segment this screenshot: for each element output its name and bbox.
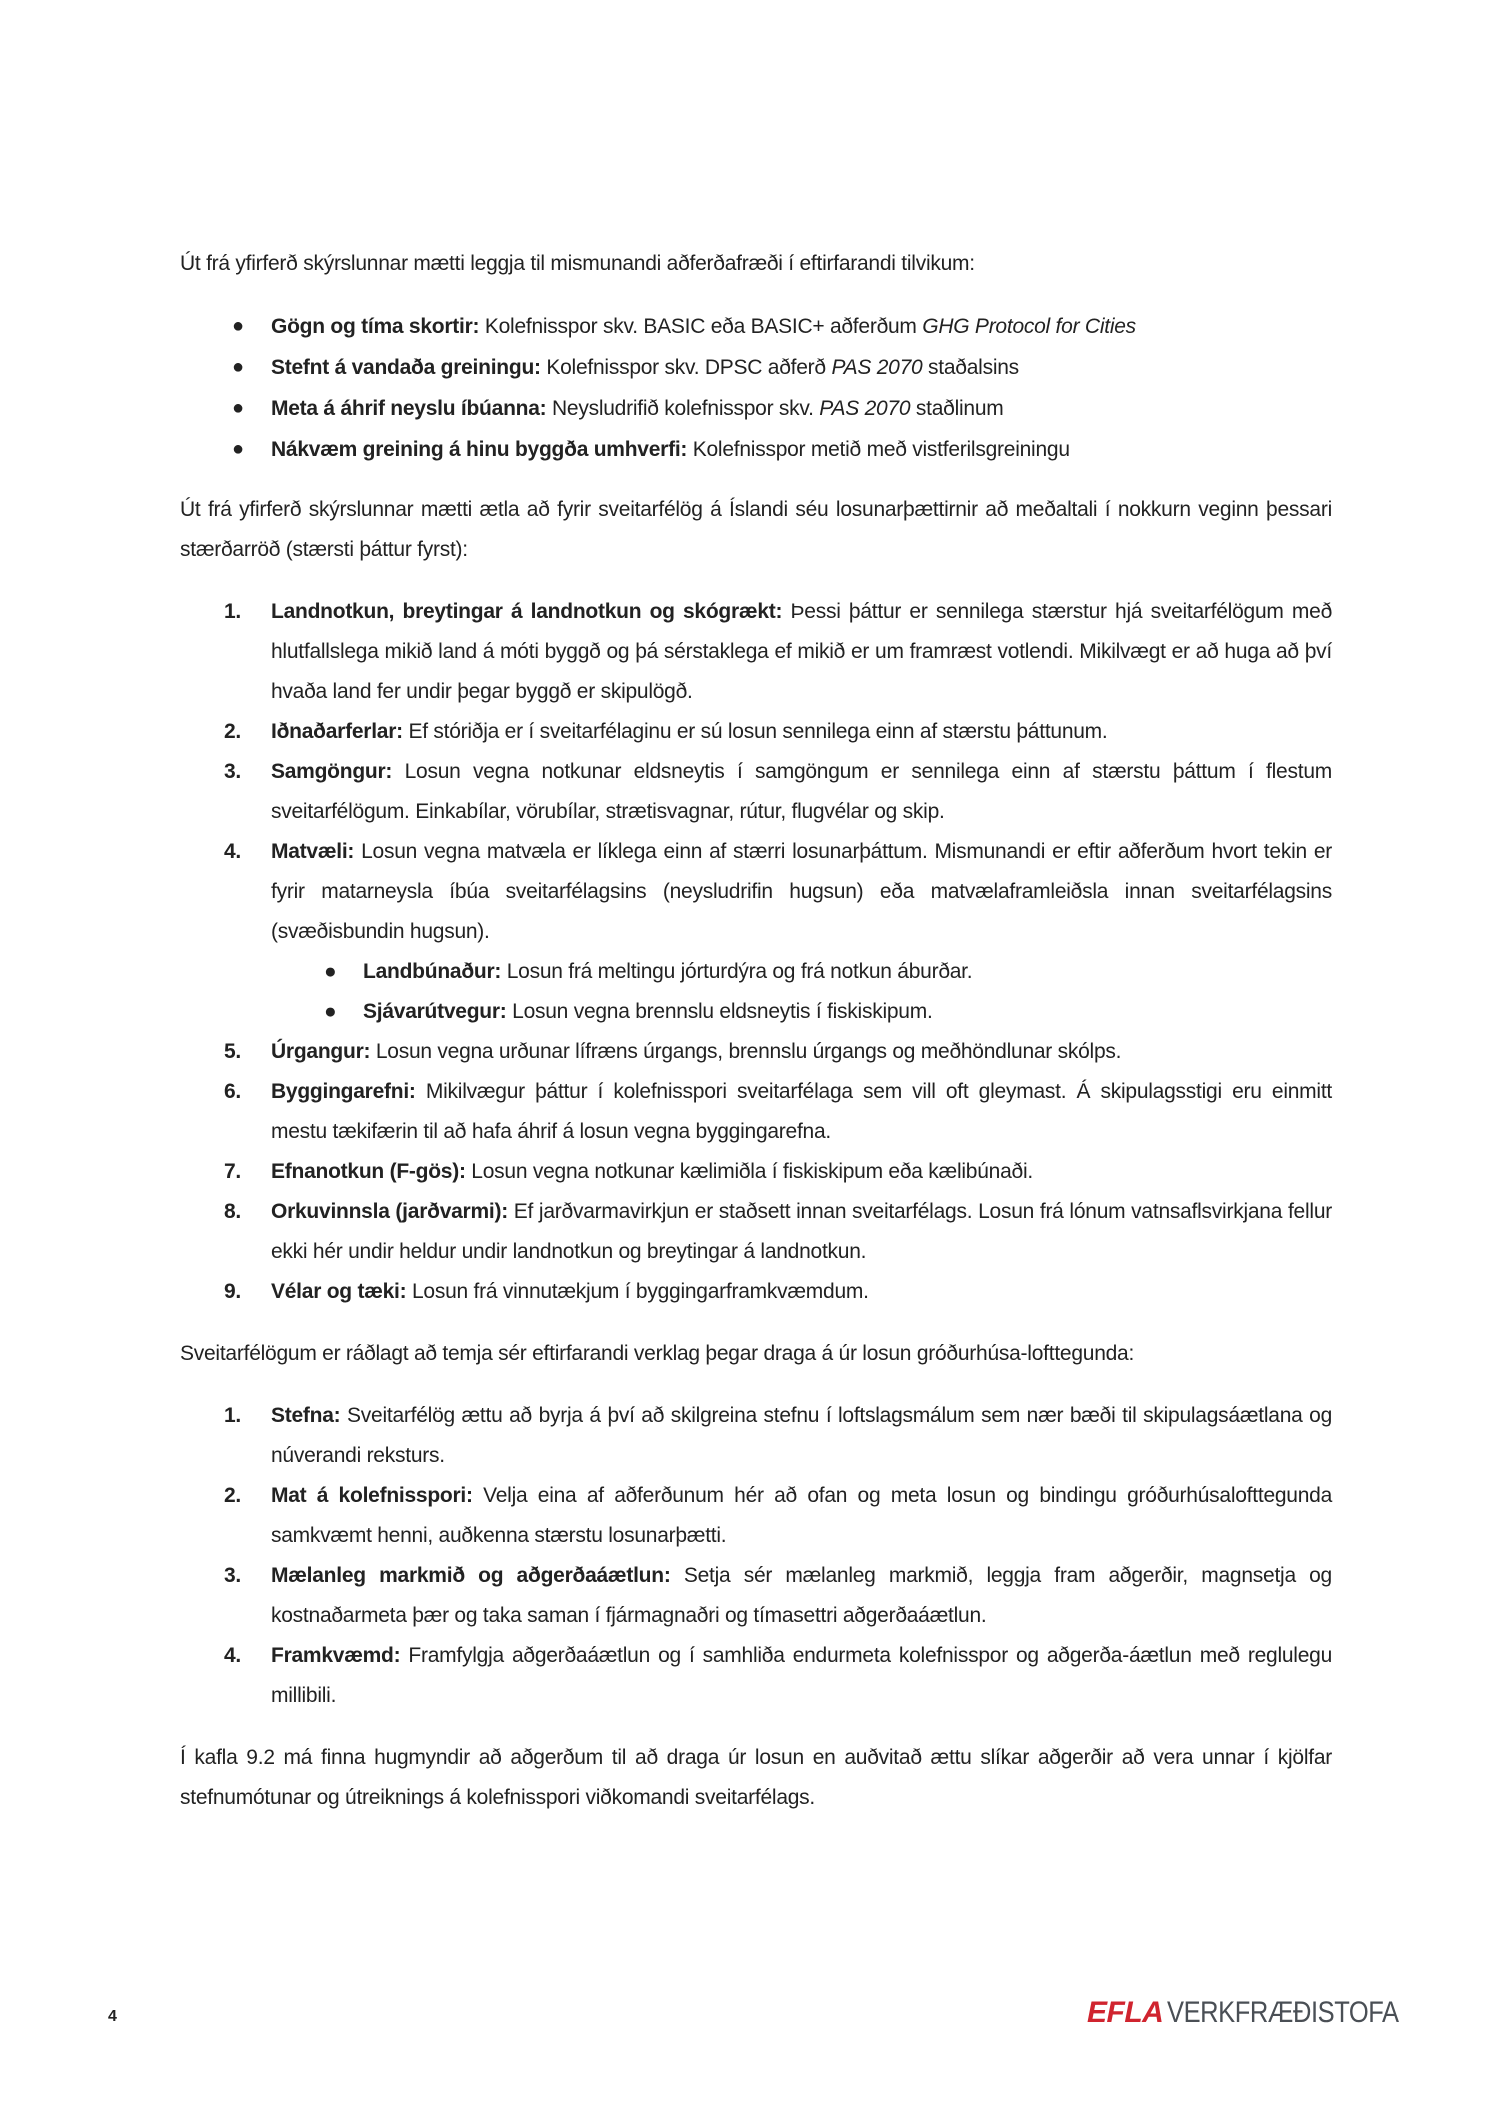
item-heading: Vélar og tæki: [271,1280,407,1303]
list-item [180,1636,1332,1716]
item-text: Losun frá meltingu jórturdýra og frá notkun áburðar. [501,960,973,983]
item-text: Ef stóriðja er í sveitarfélaginu er sú losun sennilega einn af stærstu þáttunum. [402,720,1108,743]
item-heading: Sjávarútvegur: [363,1000,507,1023]
item-text: Kolefnisspor metið með vistferilsgreiningu [687,438,1070,461]
item-text: Mikilvægur þáttur í kolefnisspori sveitarfélaga sem vill oft gleymast. Á skipulagsstigi eru einmitt mestu tækifærin til að hafa áhrif á losun vegna byggingarefna. [271,1080,1332,1143]
efla-logo [1087,1996,1440,2030]
page-body [180,244,1332,1818]
bullet-icon: ● [232,397,244,419]
item-text: Losun frá vinnutækjum í byggingarframkvæmdum. [406,1280,869,1303]
item-heading: Efnanotkun (F-gös): [271,1160,466,1183]
item-text: Losun vegna urðunar lífræns úrgangs, brennslu úrgangs og meðhöndlunar skólps. [370,1040,1122,1063]
list-item [180,1192,1332,1272]
intro-paragraph-3: Sveitarfélögum er ráðlagt að temja sér eftirfarandi verklag þegar draga á úr losun gróðurhúsa-lofttegunda: [180,1342,1135,1365]
item-text: Kolefnisspor skv. BASIC eða BASIC+ aðferðum [479,315,923,338]
item-heading: Nákvæm greining á hinu byggða umhverfi: [271,438,688,461]
item-text: Kolefnisspor skv. DPSC aðferð [540,356,832,379]
item-text: Velja eina af aðferðunum hér að ofan og meta losun og bindingu gróðurhúsalofttegunda samkvæmt henni, auðkenna stærstu losunarþætti. [271,1484,1333,1547]
item-text: Losun vegna notkunar kælimiðla í fiskiskipum eða kælibúnaði. [465,1160,1033,1183]
item-number: 6. [224,1080,242,1103]
item-number: 4. [224,840,242,863]
bullet-icon: ● [324,960,337,983]
list-item [180,429,1332,470]
item-heading: Landnotkun, breytingar á landnotkun og skógrækt: [271,600,783,623]
list-item [180,1396,1332,1476]
list-item [180,1072,1332,1152]
item-number: 2. [224,720,242,743]
item-number: 4. [224,1644,242,1667]
item-heading: Samgöngur: [271,760,393,783]
item-number: 3. [224,760,242,783]
item-text: Setja sér mælanleg markmið, leggja fram aðgerðir, magnsetja og kostnaðarmeta þær og taka saman í fjármagnaðri og tímasettri aðgerðaáætlun. [271,1564,1332,1627]
item-heading: Úrgangur: [271,1040,371,1063]
logo-brand: EFLA [1087,1996,1164,2029]
list-item [180,347,1332,388]
emission-sources-list-cont [180,1032,1332,1312]
item-heading: Stefnt á vandaða greiningu: [271,356,541,379]
food-sub-list [180,952,1332,1032]
item-heading: Landbúnaður: [363,960,502,983]
list-item [180,592,1332,712]
bullet-icon: ● [232,315,244,337]
list-item [180,306,1332,347]
item-heading: Orkuvinnsla (jarðvarmi): [271,1200,508,1223]
item-text: Framfylgja aðgerðaáætlun og í samhliða endurmeta kolefnisspor og aðgerða-áætlun með reglulegu millibili. [271,1644,1332,1707]
item-number: 9. [224,1280,242,1303]
item-heading: Byggingarefni: [271,1080,416,1103]
list-item [180,752,1332,832]
emission-sources-list [180,592,1332,952]
item-heading: Stefna: [271,1404,341,1427]
bullet-icon: ● [232,438,244,460]
item-number: 2. [224,1484,242,1507]
item-text: Ef jarðvarmavirkjun er staðsett innan sveitarfélags. Losun frá lónum vatnsaflsvirkjana fellur ekki hér undir heldur undir landnotkun og breytingar á landnotkun. [271,1200,1332,1263]
item-text: Sveitarfélög ættu að byrja á því að skilgreina stefnu í loftslagsmálum sem nær bæði til skipulagsáætlana og núverandi reksturs. [271,1404,1332,1467]
method-list [180,306,1332,470]
item-heading: Iðnaðarferlar: [271,720,403,743]
item-number: 3. [224,1564,242,1587]
item-italic: PAS 2070 [819,397,911,420]
bullet-icon: ● [324,1000,337,1023]
item-heading: Meta á áhrif neyslu íbúanna: [271,397,547,420]
item-text: Þessi þáttur er sennilega stærstur hjá sveitarfélögum með hlutfallslega mikið land á móti byggð og þá sérstaklega ef mikið er um framræst votlendi. Mikilvægt er að huga að því hvaða land fer undir þegar byggð er skipulögð. [271,600,1333,703]
list-item [180,1272,1332,1312]
item-text: staðalsins [922,356,1019,379]
item-text: staðlinum [910,397,1004,420]
item-italic: GHG Protocol for Cities [922,315,1136,338]
bullet-icon: ● [232,356,244,378]
item-number: 1. [224,1404,242,1427]
list-item [180,1032,1332,1072]
intro-paragraph: Út frá yfirferð skýrslunnar mætti leggja til mismunandi aðferðafræði í eftirfarandi tilvikum: [180,252,975,275]
list-item [180,832,1332,952]
closing-paragraph: Í kafla 9.2 má finna hugmyndir að aðgerðum til að draga úr losun en auðvitað ættu slíkar aðgerðir að vera unnar í kjölfar stefnumótunar og útreiknings á kolefnisspori viðkomandi sveitarfélags. [180,1746,1332,1809]
item-text: Losun vegna brennslu eldsneytis í fiskiskipum. [506,1000,933,1023]
list-item [180,1152,1332,1192]
sub-list-item [180,952,1332,992]
procedure-steps-list [180,1396,1332,1716]
item-heading: Gögn og tíma skortir: [271,315,480,338]
item-heading: Matvæli: [271,840,355,863]
item-number: 7. [224,1160,242,1183]
item-text: Losun vegna matvæla er líklega einn af stærri losunarþáttum. Mismunandi er eftir aðferðum hvort tekin er fyrir matarneysla íbúa sveitarfélagsins (neysludrifin hugsun) eða matvælaframleiðsla innan sveitarfélagsins (svæðisbundin hugsun). [271,840,1332,943]
item-heading: Mat á kolefnisspori: [271,1484,473,1507]
item-number: 5. [224,1040,242,1063]
intro-paragraph-2: Út frá yfirferð skýrslunnar mætti ætla að fyrir sveitarfélög á Íslandi séu losunarþættirnir að meðaltali í nokkurn veginn þessari stærðarröð (stærsti þáttur fyrst): [180,498,1332,561]
list-item [180,1476,1332,1556]
item-text: Neysludrifið kolefnisspor skv. [546,397,820,420]
list-item [180,712,1332,752]
sub-list-item [180,992,1332,1032]
item-heading: Mælanleg markmið og aðgerðaáætlun: [271,1564,671,1587]
item-number: 1. [224,600,242,623]
list-item [180,1556,1332,1636]
item-italic: PAS 2070 [831,356,923,379]
item-number: 8. [224,1200,242,1223]
item-heading: Framkvæmd: [271,1644,401,1667]
item-text: Losun vegna notkunar eldsneytis í samgöngum er sennilega einn af stærstu þáttum í flestum sveitarfélögum. Einkabílar, vörubílar, strætisvagnar, rútur, flugvélar og skip. [271,760,1332,823]
list-item [180,388,1332,429]
logo-text: VERKFRÆÐISTOFA [1167,1996,1399,2029]
page-number: 4 [108,2008,117,2025]
